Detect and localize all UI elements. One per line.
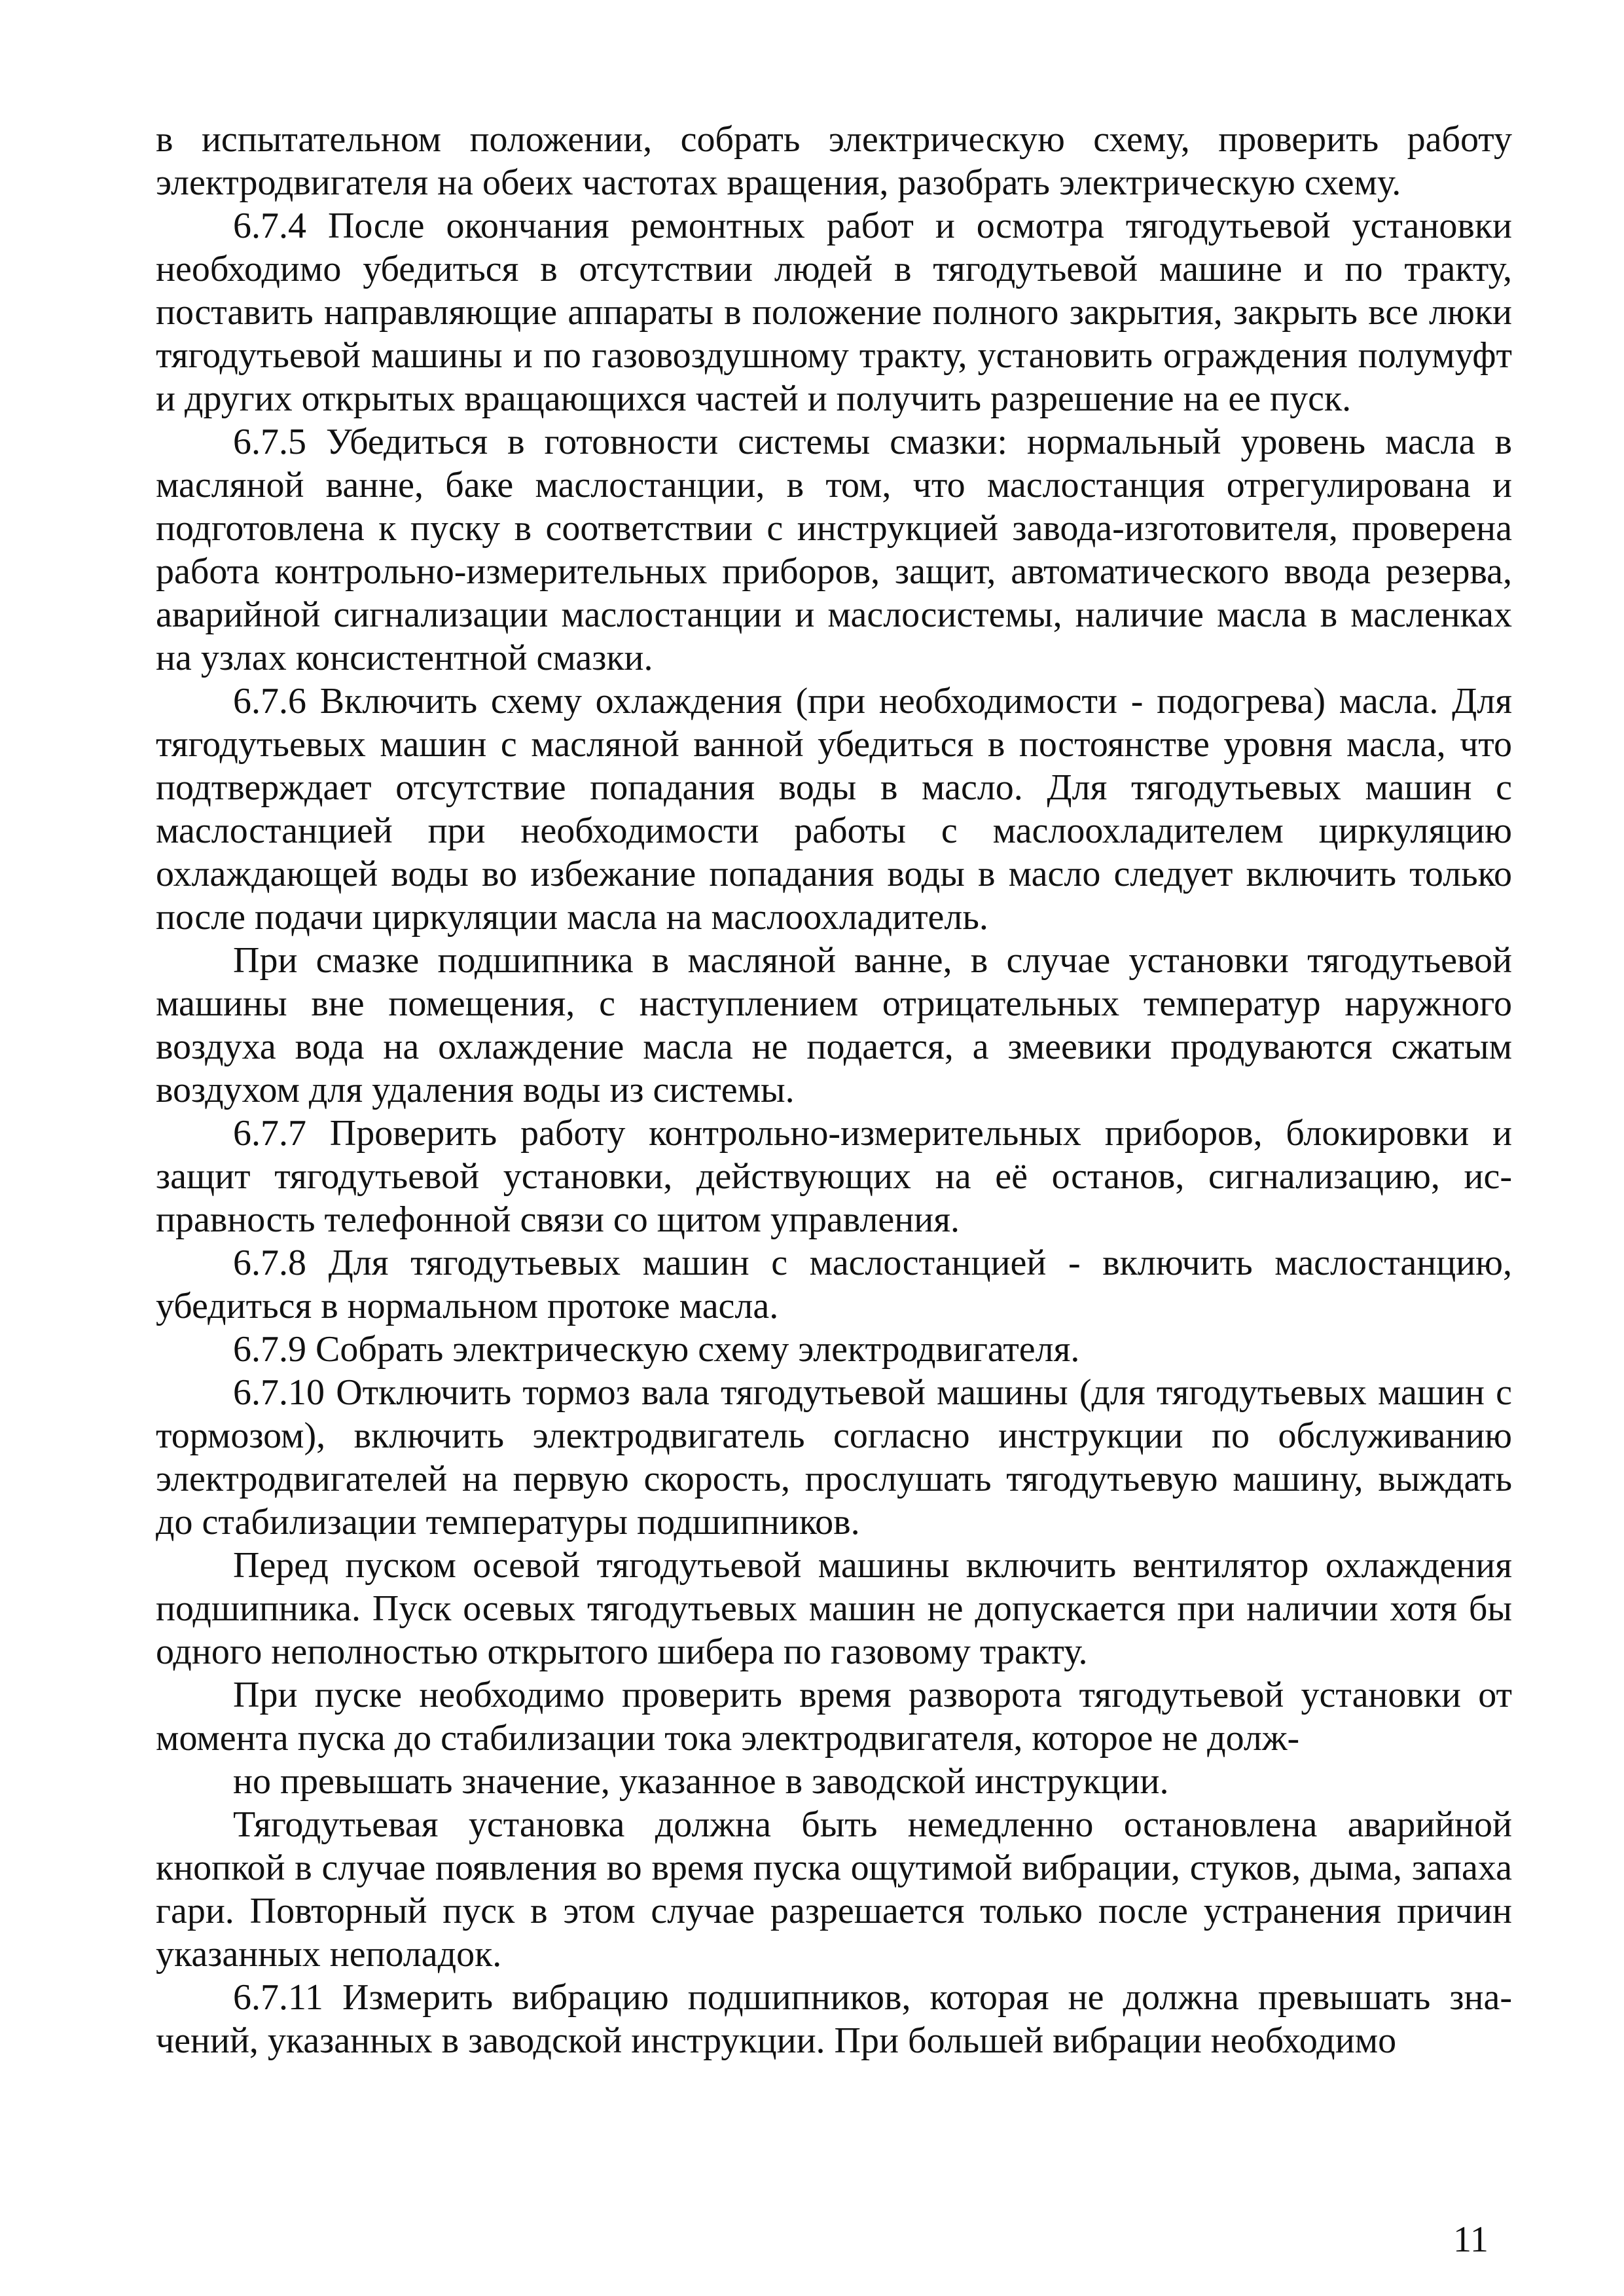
paragraph-6-7-4: 6.7.4 После окончания ремонтных работ и осмотра тягодутьевой установки необходимо убедиться в отсутствии людей в тягодутьевой машине и по тракту, поставить направляющие аппараты в положение полного закрытия, закрыть все люки тягодутьевой машины и по газовоздушному тракту, установить ограждения полумуфт и других открытых вращающихся частей и получить разрешение на ее пуск.	[156, 206, 1512, 419]
page-body	[156, 118, 1512, 2062]
paragraph-6-7-11: 6.7.11 Измерить вибрацию подшипников, которая не должна превышать значений, указанных в заводской инструкции. При большей вибрации необходимо	[156, 1977, 1512, 2061]
paragraph-6-7-6: 6.7.6 Включить схему охлаждения (при необходимости - подогрева) масла. Для тягодутьевых машин с масляной ванной убедиться в постоянстве уровня масла, что подтверждает отсутствие попадания воды в масло. Для тягодутьевых машин с маслостанцией при необходимости работы с маслоохладителем циркуляцию охлаждающей воды во избежание попадания воды в масло следует включить только после подачи циркуляции масла на маслоохладитель.	[156, 681, 1512, 938]
paragraph-bearing-lubrication: При смазке подшипника в масляной ванне, в случае установки тягодутьевой машины вне помещения, с наступлением отрицательных температур наружного воздуха вода на охлаждение масла не подается, а змеевики продуваются сжатым воздухом для удаления воды из системы.	[156, 940, 1512, 1110]
paragraph-continuation: в испытательном положении, собрать электрическую схему, проверить работу электродвигателя на обеих частотах вращения, разобрать электрическую схему.	[156, 119, 1512, 203]
paragraph-axial-fan-start: Перед пуском осевой тягодутьевой машины включить вентилятор охлаждения подшипника. Пуск осевых тягодутьевых машин не допускается при наличии хотя бы одного неполностью открытого шибера по газовому тракту.	[156, 1545, 1512, 1672]
page-number: 11	[1453, 2219, 1489, 2260]
paragraph-runup-time: При пуске необходимо проверить время разворота тягодутьевой установки от момента пуска до стабилизации тока электродвигателя, которое не долж-	[156, 1675, 1512, 1758]
paragraph-6-7-5: 6.7.5 Убедиться в готовности системы смазки: нормальный уровень масла в масляной ванне, баке маслостанции, в том, что маслостанция отрегулирована и подготовлена к пуску в соответствии с инструкцией завода-изготовителя, проверена работа контрольно-измерительных приборов, защит, автоматического ввода резерва, аварийной сигнализации маслостанции и маслосистемы, наличие масла в масленках на узлах консистентной смазки.	[156, 422, 1512, 678]
paragraph-6-7-8: 6.7.8 Для тягодутьевых машин с маслостанцией - включить маслостанцию, убедиться в нормальном протоке масла.	[156, 1243, 1512, 1326]
paragraph-6-7-7: 6.7.7 Проверить работу контрольно-измерительных приборов, блокировки и защит тягодутьевой установки, действующих на её останов, сигнализацию, исправность телефонной связи со щитом управления.	[156, 1113, 1512, 1240]
paragraph-6-7-10: 6.7.10 Отключить тормоз вала тягодутьевой машины (для тягодутьевых машин с тормозом), включить электродвигатель согласно инструкции по обслуживанию электродвигателей на первую скорость, прослушать тягодутьевую машину, выждать до стабилизации температуры подшипников.	[156, 1372, 1512, 1542]
paragraph-emergency-stop: Тягодутьевая установка должна быть немедленно остановлена аварийной кнопкой в случае появления во время пуска ощутимой вибрации, стуков, дыма, запаха гари. Повторный пуск в этом случае разрешается только после устранения причин указанных неполадок.	[156, 1804, 1512, 1975]
paragraph-runup-time-continued: но превышать значение, указанное в заводской инструкции.	[233, 1761, 1169, 1802]
paragraph-6-7-9: 6.7.9 Собрать электрическую схему электродвигателя.	[233, 1329, 1080, 1370]
